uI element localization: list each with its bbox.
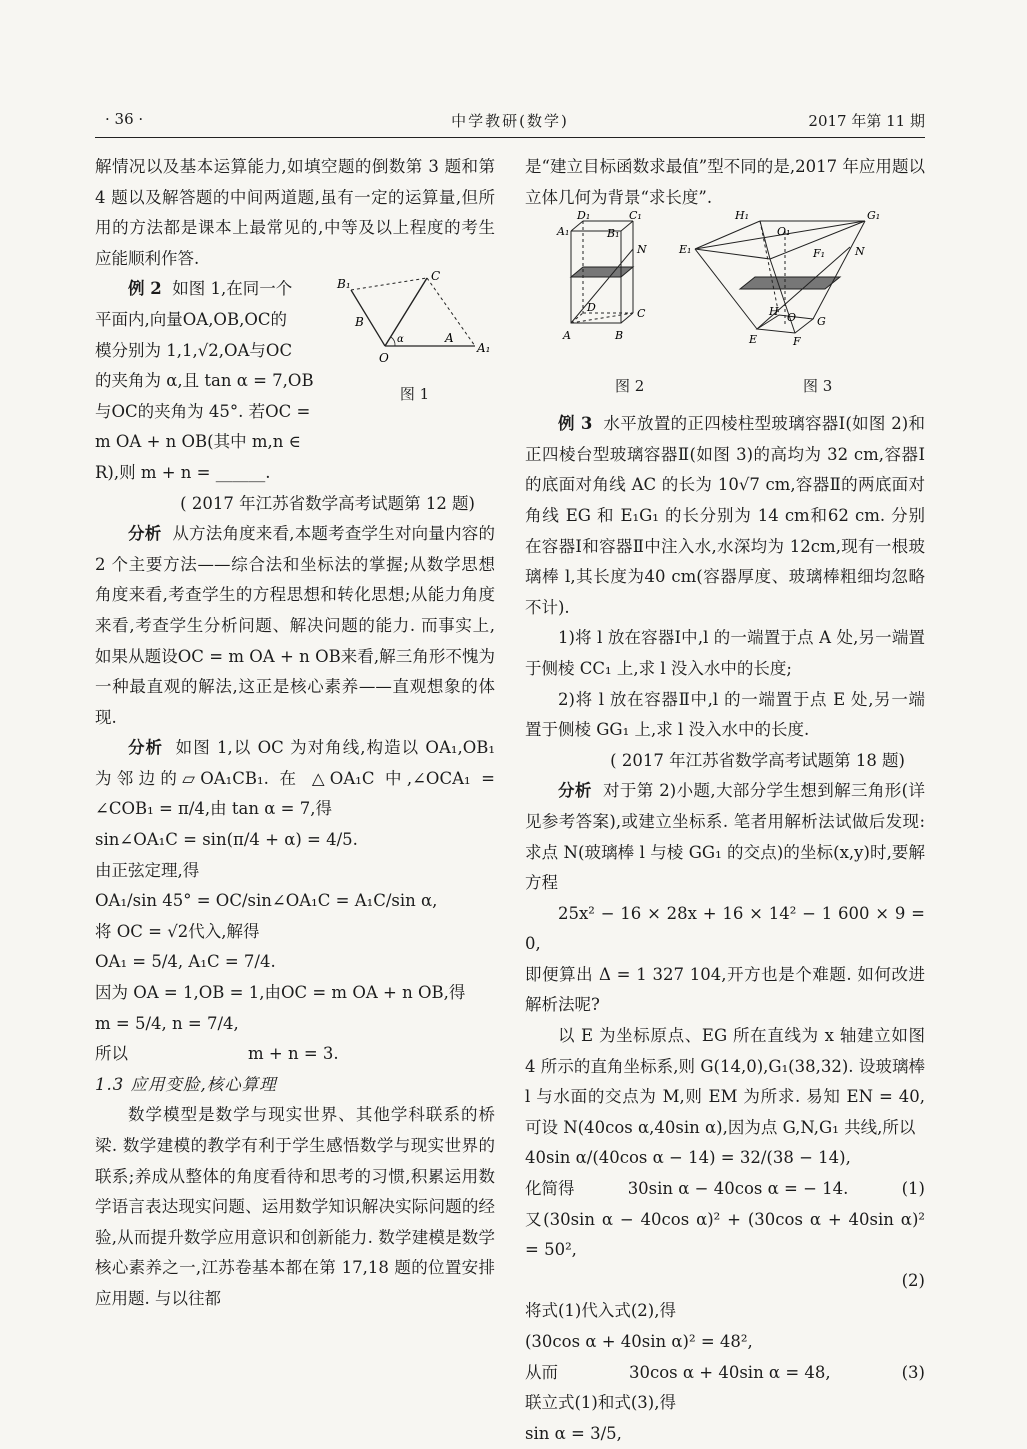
page-number: · 36 · bbox=[105, 110, 144, 128]
right-column bbox=[525, 152, 925, 1449]
equation: 40sin α/(40cos α − 14) = 32/(38 − 14), bbox=[525, 1148, 851, 1168]
equation-row: 从而 30cos α + 40sin α = 48, (3) bbox=[525, 1362, 925, 1382]
example-2-label: 例 2 bbox=[128, 279, 162, 299]
header-rule bbox=[95, 137, 925, 138]
model-paragraph: 数学模型是数学与现实世界、其他学科联系的桥梁. 数学建模的教学有利于学生感悟数学与现实世界的联系;养成从整体的角度看待和思考的习惯,积累运用数学语言表达现实问题、运用数学知识解决实际问题的经验,从而提升数学应用意识和创新能力. 数学建模是数学核心素养之一,江苏卷基本都在第 17,18 题的位置安排应用题. 与以往都 bbox=[95, 1105, 495, 1308]
fig2-label: A bbox=[563, 329, 571, 343]
fig3-label: G₁ bbox=[867, 209, 881, 223]
fig2-label: C bbox=[637, 307, 646, 321]
text-line: 所以 m + n = 3. bbox=[95, 1044, 339, 1064]
example-2-line: 与OC的夹角为 45°. 若OC = bbox=[95, 401, 311, 421]
example-2-line: m OA + n OB(其中 m,n ∈ bbox=[95, 432, 301, 452]
figure-1 bbox=[327, 268, 502, 409]
equation: OA₁ = 5/4, A₁C = 7/4. bbox=[95, 952, 276, 972]
page-header bbox=[95, 106, 925, 136]
example-2-line: R),则 m + n = ______. bbox=[95, 462, 271, 482]
fig3-label: F₁ bbox=[813, 247, 826, 261]
equation: sin∠OA₁C = sin(π/4 + α) = 4/5. bbox=[95, 830, 358, 850]
equation: OA₁/sin 45° = OC/sin∠OA₁C = A₁C/sin α, bbox=[95, 891, 438, 911]
equation: m = 5/4, n = 7/4, bbox=[95, 1013, 239, 1033]
continued-paragraph: 是“建立目标函数求最值”型不同的是,2017 年应用题以立体几何为背景“求长度”. bbox=[525, 157, 925, 207]
fig3-label: F bbox=[793, 335, 801, 349]
equation-row: 化简得 30sin α − 40cos α = − 14. (1) bbox=[525, 1179, 925, 1199]
text-line: 联立式(1)和式(3),得 bbox=[525, 1393, 676, 1413]
fig3-label: H bbox=[769, 305, 779, 319]
fig3-label: E₁ bbox=[679, 243, 692, 257]
equation: (30cos α + 40sin α)² = 48², bbox=[525, 1332, 753, 1351]
text-line: 由正弦定理,得 bbox=[95, 860, 200, 880]
fig3-label: O bbox=[787, 311, 797, 325]
example-3-source: ( 2017 年江苏省数学高考试题第 18 题) bbox=[610, 750, 905, 770]
fig3-label: N bbox=[855, 245, 865, 259]
figure-2-3-diagram bbox=[525, 209, 925, 369]
fig2-label: B bbox=[615, 329, 624, 343]
text-line: 即便算出 Δ = 1 327 104,开方也是个难题. 如何改进解析法呢? bbox=[525, 964, 925, 1015]
fig2-label: D bbox=[587, 301, 596, 315]
question-2: 2)将 l 放在容器Ⅱ中,l 的一端置于点 E 处,另一端置于侧棱 GG₁ 上,求 l 没入水中的长度. bbox=[525, 689, 925, 740]
example-2-line: 例 2 如图 1,在同一个 bbox=[128, 279, 293, 299]
fig1-label: B bbox=[355, 315, 364, 330]
example-2-line: 的夹角为 α,且 tan α = 7,OB bbox=[95, 371, 314, 391]
journal-title: 中学教研(数学) bbox=[451, 112, 569, 130]
coordinate-paragraph: 以 E 为坐标原点、EG 所在直线为 x 轴建立如图 4 所示的直角坐标系,则 G(14,0),G₁(38,32). 设玻璃棒 l 与水面的交点为 M,则 EM 为所求. 易知 EN = 40,可设 N(40cos α,40sin α),因为点 G,N,G₁ 共线,所以 bbox=[525, 1026, 925, 1137]
analysis-paragraph: 分析 从方法角度来看,本题考查学生对向量内容的 2 个主要方法——综合法和坐标法的掌握;从数学思想角度来看,考查学生的方程思想和转化思想;从能力角度来看,考查学生分析问题、解决问题的能力. 而事实上,如果从题设OC = m OA + n OB来看,解三角形不愧为一种最直观的解法,这正是核心素养——直观想象的体现. bbox=[95, 524, 495, 727]
fig1-label: B₁ bbox=[337, 277, 351, 292]
text-line: 将式(1)代入式(2),得 bbox=[525, 1301, 676, 1321]
text-line: 将 OC = √2代入,解得 bbox=[95, 921, 260, 941]
fig1-label: O bbox=[379, 351, 389, 366]
example-2-line: 模分别为 1,1,√2,OA与OC bbox=[95, 340, 293, 360]
analysis-paragraph: 分析 对于第 2)小题,大部分学生想到解三角形(详见参考答案),或建立坐标系. 笔者用解析法试做后发现:求点 N(玻璃棒 l 与棱 GG₁ 的交点)的坐标(x,y)时,要解方程 bbox=[525, 781, 925, 893]
fig1-label: A₁ bbox=[477, 341, 491, 356]
equation-number: (2) bbox=[901, 1270, 925, 1290]
fig2-label: A₁ bbox=[557, 225, 570, 239]
fig1-label: A bbox=[445, 331, 454, 346]
analysis-paragraph: 分析 如图 1,以 OC 为对角线,构造以 OA₁,OB₁ 为邻边的▱OA₁CB₁. 在 △OA₁C 中,∠OCA₁ = ∠COB₁ = π/4,由 tan α = 7,得 bbox=[95, 738, 495, 819]
section-heading: 1.3 应用变脸,核心算理 bbox=[95, 1074, 277, 1094]
fig2-label: D₁ bbox=[577, 209, 591, 223]
example-3-paragraph: 例 3 水平放置的正四棱柱型玻璃容器Ⅰ(如图 2)和正四棱台型玻璃容器Ⅱ(如图 3)的高均为 32 cm,容器Ⅰ的底面对角线 AC 的长为 10√7 cm,容器Ⅱ的两底面对角线 EG 和 E₁G₁ 的长分别为 14 cm和62 cm. 分别在容器Ⅰ和容器Ⅱ中注入水,水深均为 12cm,现有一根玻璃棒 l,其长度为40 cm(容器厚度、玻璃棒粗细均忽略不计). bbox=[525, 414, 925, 617]
fig3-label: O₁ bbox=[777, 225, 791, 239]
equation: 又(30sin α − 40cos α)² + (30cos α + 40sin α)² = 50², bbox=[525, 1209, 925, 1260]
fig1-label: C bbox=[431, 269, 441, 284]
fig2-label: C₁ bbox=[629, 209, 642, 223]
intro-paragraph: 解情况以及基本运算能力,如填空题的倒数第 3 题和第 4 题以及解答题的中间两道题,虽有一定的运算量,但所用的方法都是课本上最常见的,中等及以上程度的考生应能顺利作答. bbox=[95, 157, 495, 268]
figure-3-caption: 图 3 bbox=[803, 377, 833, 396]
fig3-label: E bbox=[749, 333, 758, 347]
question-1: 1)将 l 放在容器Ⅰ中,l 的一端置于点 A 处,另一端置于侧棱 CC₁ 上,求 l 没入水中的长度; bbox=[525, 628, 925, 678]
fig3-label: H₁ bbox=[735, 209, 750, 223]
fig2-label: N bbox=[637, 243, 647, 257]
example-2-line: 平面内,向量OA,OB,OC的 bbox=[95, 309, 287, 329]
figure-1-diagram bbox=[327, 268, 502, 368]
issue-label: 2017 年第 11 期 bbox=[808, 112, 925, 130]
fig1-label: α bbox=[397, 334, 404, 346]
figure-1-caption: 图 1 bbox=[399, 384, 430, 403]
left-column bbox=[95, 152, 495, 1315]
equation: sin α = 3/5, bbox=[525, 1423, 622, 1443]
fig2-label: B₁ bbox=[607, 227, 620, 241]
figure-2-caption: 图 2 bbox=[615, 377, 645, 396]
text-line: 因为 OA = 1,OB = 1,由OC = m OA + n OB,得 bbox=[95, 983, 466, 1003]
example-2-source: ( 2017 年江苏省数学高考试题第 12 题) bbox=[180, 493, 475, 513]
fig3-label: G bbox=[817, 315, 826, 329]
equation: 25x² − 16 × 28x + 16 × 14² − 1 600 × 9 = 0, bbox=[525, 903, 925, 954]
figures-2-3 bbox=[525, 209, 925, 409]
